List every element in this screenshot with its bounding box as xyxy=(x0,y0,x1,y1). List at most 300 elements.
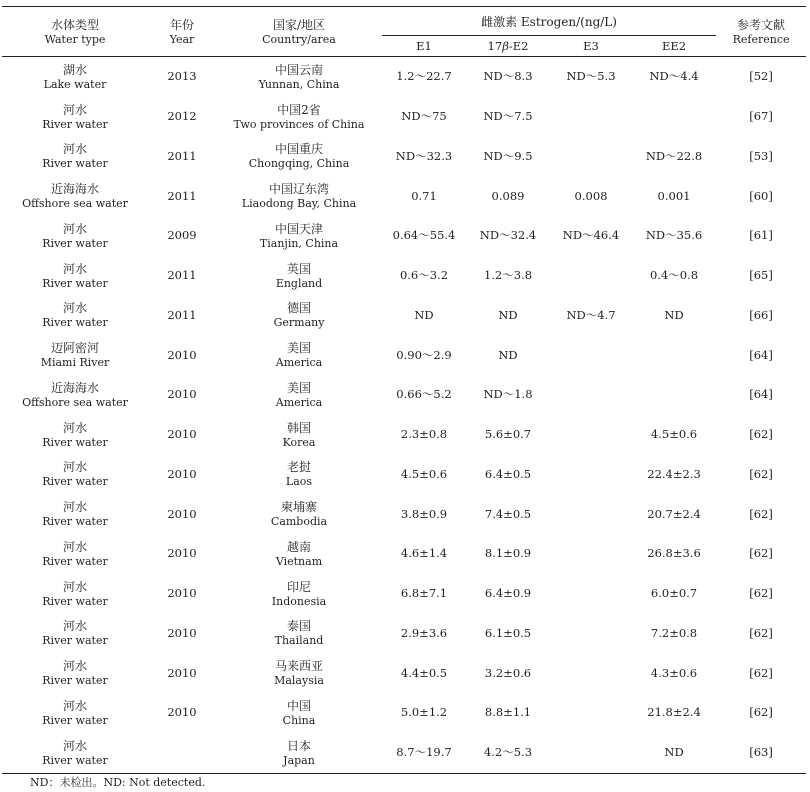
water-type-en: River water xyxy=(42,594,108,608)
ee2-value: ND xyxy=(664,745,684,760)
country-en: Chongqing, China xyxy=(248,157,350,171)
cell-e3 xyxy=(550,534,632,574)
cell-water-type xyxy=(2,97,148,137)
header-water-type-en: Water type xyxy=(44,32,106,46)
cell-country xyxy=(216,693,382,733)
cell-e3 xyxy=(550,455,632,495)
cell-year xyxy=(148,296,216,336)
cell-e3 xyxy=(550,415,632,455)
water-type-en: Lake water xyxy=(43,77,107,91)
estrogen-table xyxy=(2,6,806,774)
country-en: Malaysia xyxy=(274,674,324,688)
year-value: 2011 xyxy=(167,307,197,322)
table-row xyxy=(2,415,806,455)
year-value: 2009 xyxy=(167,228,197,243)
water-type-en: River water xyxy=(42,713,108,727)
cell-e3 xyxy=(550,335,632,375)
country-zh: 英国 xyxy=(286,261,311,276)
water-type-en: River water xyxy=(42,634,108,648)
cell-year xyxy=(148,335,216,375)
cell-e1 xyxy=(382,216,466,256)
table-row xyxy=(2,216,806,256)
water-type-en: Offshore sea water xyxy=(22,197,128,211)
cell-ee2 xyxy=(632,57,716,97)
cell-e1 xyxy=(382,256,466,296)
cell-e3 xyxy=(550,216,632,256)
cell-water-type xyxy=(2,455,148,495)
reference-value: [61] xyxy=(749,228,773,243)
cell-water-type xyxy=(2,653,148,693)
water-type-en: River water xyxy=(42,515,108,529)
cell-ee2 xyxy=(632,97,716,137)
cell-water-type xyxy=(2,256,148,296)
header-reference-zh: 参考文献 xyxy=(737,17,786,32)
header-reference xyxy=(716,7,806,57)
year-value: 2013 xyxy=(167,69,197,84)
cell-ee2 xyxy=(632,455,716,495)
cell-year xyxy=(148,256,216,296)
country-zh: 日本 xyxy=(286,738,311,753)
cell-country xyxy=(216,494,382,534)
cell-e2 xyxy=(466,176,550,216)
cell-reference xyxy=(716,97,806,137)
cell-e2 xyxy=(466,137,550,177)
cell-country xyxy=(216,614,382,654)
e1-value: 2.3±0.8 xyxy=(400,427,448,442)
reference-value: [65] xyxy=(749,268,773,283)
header-water-type xyxy=(2,7,148,57)
e3-value: ND～5.3 xyxy=(566,69,616,84)
year-value: 2010 xyxy=(167,586,197,601)
cell-water-type xyxy=(2,534,148,574)
year-value: 2011 xyxy=(167,268,197,283)
cell-e3 xyxy=(550,296,632,336)
cell-water-type xyxy=(2,733,148,773)
table-row xyxy=(2,534,806,574)
country-zh: 中国 xyxy=(286,698,311,713)
cell-year xyxy=(148,693,216,733)
header-country-zh: 国家/地区 xyxy=(272,17,326,32)
e1-value: 4.5±0.6 xyxy=(400,466,448,481)
cell-e1 xyxy=(382,375,466,415)
country-zh: 印尼 xyxy=(286,579,311,594)
year-value: 2010 xyxy=(167,387,197,402)
water-type-zh: 迈阿密河 xyxy=(50,341,99,356)
country-en: England xyxy=(275,276,323,290)
country-en: Laos xyxy=(285,475,313,489)
water-type-zh: 河水 xyxy=(62,619,87,634)
country-zh: 柬埔寨 xyxy=(280,500,317,515)
cell-reference xyxy=(716,296,806,336)
year-value: 2010 xyxy=(167,427,197,442)
e2-value: 7.4±0.5 xyxy=(484,506,532,521)
cell-country xyxy=(216,216,382,256)
country-en: America xyxy=(275,356,323,370)
cell-water-type xyxy=(2,335,148,375)
cell-e1 xyxy=(382,176,466,216)
water-type-en: River water xyxy=(42,674,108,688)
cell-reference xyxy=(716,375,806,415)
cell-country xyxy=(216,137,382,177)
water-type-en: River water xyxy=(42,117,108,131)
table-row xyxy=(2,693,806,733)
cell-water-type xyxy=(2,137,148,177)
cell-e1 xyxy=(382,296,466,336)
header-year-en: Year xyxy=(169,32,195,46)
reference-value: [63] xyxy=(749,745,773,760)
water-type-zh: 河水 xyxy=(62,500,87,515)
cell-e3 xyxy=(550,733,632,773)
ee2-value: 26.8±3.6 xyxy=(647,546,701,561)
cell-year xyxy=(148,534,216,574)
cell-reference xyxy=(716,574,806,614)
e3-value: ND～46.4 xyxy=(562,228,620,243)
cell-water-type xyxy=(2,415,148,455)
cell-year xyxy=(148,653,216,693)
cell-ee2 xyxy=(632,415,716,455)
water-type-en: River water xyxy=(42,554,108,568)
header-e2-beta: β xyxy=(502,38,509,53)
ee2-value: 0.001 xyxy=(657,188,691,203)
cell-year xyxy=(148,415,216,455)
cell-country xyxy=(216,653,382,693)
cell-country xyxy=(216,256,382,296)
cell-year xyxy=(148,216,216,256)
e1-value: 6.8±7.1 xyxy=(400,586,448,601)
reference-value: [67] xyxy=(749,109,773,124)
table-row xyxy=(2,335,806,375)
cell-e1 xyxy=(382,494,466,534)
cell-reference xyxy=(716,256,806,296)
e2-value: 0.089 xyxy=(491,188,525,203)
e1-value: 8.7～19.7 xyxy=(396,745,452,760)
water-type-en: Miami River xyxy=(40,356,110,370)
e2-value: ND～9.5 xyxy=(483,148,533,163)
e2-value: 1.2～3.8 xyxy=(483,268,533,283)
reference-value: [62] xyxy=(749,506,773,521)
table-row xyxy=(2,97,806,137)
cell-water-type xyxy=(2,216,148,256)
cell-e2 xyxy=(466,97,550,137)
cell-e3 xyxy=(550,97,632,137)
cell-e2 xyxy=(466,335,550,375)
ee2-value: ND xyxy=(664,307,684,322)
table-body xyxy=(2,57,806,774)
cell-country xyxy=(216,57,382,97)
ee2-value: 6.0±0.7 xyxy=(650,586,698,601)
cell-ee2 xyxy=(632,296,716,336)
country-en: Indonesia xyxy=(271,594,327,608)
country-zh: 越南 xyxy=(286,539,311,554)
cell-e3 xyxy=(550,494,632,534)
e2-value: ND xyxy=(498,307,518,322)
reference-value: [62] xyxy=(749,705,773,720)
header-water-type-zh: 水体类型 xyxy=(50,17,99,32)
country-en: Yunnan, China xyxy=(258,77,340,91)
reference-value: [62] xyxy=(749,665,773,680)
cell-water-type xyxy=(2,375,148,415)
ee2-value: 4.5±0.6 xyxy=(650,427,698,442)
country-zh: 中国天津 xyxy=(274,221,323,236)
reference-value: [66] xyxy=(749,307,773,322)
year-value: 2012 xyxy=(167,109,197,124)
e2-value: 6.4±0.5 xyxy=(484,466,532,481)
water-type-zh: 河水 xyxy=(62,420,87,435)
cell-reference xyxy=(716,733,806,773)
cell-reference xyxy=(716,653,806,693)
year-value: 2010 xyxy=(167,506,197,521)
water-type-zh: 湖水 xyxy=(62,62,87,77)
water-type-en: River water xyxy=(42,475,108,489)
cell-year xyxy=(148,97,216,137)
table-row xyxy=(2,296,806,336)
table-row xyxy=(2,375,806,415)
header-year xyxy=(148,7,216,57)
water-type-zh: 河水 xyxy=(62,539,87,554)
country-zh: 德国 xyxy=(286,301,311,316)
e1-value: ND～32.3 xyxy=(395,148,453,163)
cell-e1 xyxy=(382,97,466,137)
e1-value: 1.2～22.7 xyxy=(396,69,452,84)
cell-country xyxy=(216,296,382,336)
table-row xyxy=(2,733,806,773)
cell-e1 xyxy=(382,57,466,97)
water-type-zh: 河水 xyxy=(62,579,87,594)
header-reference-en: Reference xyxy=(732,32,790,46)
header-estrogen-group xyxy=(382,7,716,36)
reference-value: [64] xyxy=(749,347,773,362)
cell-e3 xyxy=(550,614,632,654)
year-value: 2011 xyxy=(167,148,197,163)
water-type-en: Offshore sea water xyxy=(22,395,128,409)
cell-e1 xyxy=(382,614,466,654)
cell-ee2 xyxy=(632,693,716,733)
reference-value: [62] xyxy=(749,625,773,640)
table-row xyxy=(2,494,806,534)
header-ee2: EE2 xyxy=(632,36,716,57)
cell-e1 xyxy=(382,574,466,614)
ee2-value: ND～4.4 xyxy=(649,69,699,84)
e1-value: 5.0±1.2 xyxy=(400,705,448,720)
water-type-zh: 河水 xyxy=(62,460,87,475)
water-type-en: River water xyxy=(42,316,108,330)
reference-value: [52] xyxy=(749,69,773,84)
country-en: China xyxy=(282,713,316,727)
cell-country xyxy=(216,574,382,614)
country-en: Germany xyxy=(273,316,325,330)
e1-value: 0.64～55.4 xyxy=(392,228,456,243)
header-country xyxy=(216,7,382,57)
e1-value: ND～75 xyxy=(401,109,447,124)
e1-value: 0.71 xyxy=(411,188,437,203)
cell-e2 xyxy=(466,534,550,574)
water-type-zh: 近海海水 xyxy=(50,380,99,395)
table-row xyxy=(2,57,806,97)
table-row xyxy=(2,653,806,693)
cell-ee2 xyxy=(632,614,716,654)
table-row xyxy=(2,176,806,216)
country-en: America xyxy=(275,395,323,409)
e2-value: ND～8.3 xyxy=(483,69,533,84)
cell-year xyxy=(148,494,216,534)
cell-e2 xyxy=(466,693,550,733)
country-zh: 中国辽东湾 xyxy=(268,182,329,197)
e1-value: ND xyxy=(414,307,434,322)
e2-value: 5.6±0.7 xyxy=(484,427,532,442)
country-zh: 美国 xyxy=(286,380,311,395)
water-type-zh: 近海海水 xyxy=(50,182,99,197)
cell-reference xyxy=(716,693,806,733)
cell-year xyxy=(148,176,216,216)
cell-e3 xyxy=(550,693,632,733)
country-zh: 美国 xyxy=(286,341,311,356)
ee2-value: 4.3±0.6 xyxy=(650,665,698,680)
table-row xyxy=(2,574,806,614)
ee2-value: ND～35.6 xyxy=(645,228,703,243)
ee2-value: 21.8±2.4 xyxy=(647,705,701,720)
cell-e1 xyxy=(382,653,466,693)
ee2-value: ND～22.8 xyxy=(645,148,703,163)
header-e2-prefix: 17 xyxy=(487,38,503,53)
country-zh: 中国云南 xyxy=(274,62,323,77)
e2-value: 6.1±0.5 xyxy=(484,625,532,640)
cell-water-type xyxy=(2,494,148,534)
cell-year xyxy=(148,574,216,614)
cell-ee2 xyxy=(632,176,716,216)
cell-ee2 xyxy=(632,733,716,773)
cell-ee2 xyxy=(632,534,716,574)
cell-e1 xyxy=(382,693,466,733)
year-value: 2010 xyxy=(167,466,197,481)
header-year-zh: 年份 xyxy=(169,17,194,32)
water-type-zh: 河水 xyxy=(62,102,87,117)
year-value: 2010 xyxy=(167,546,197,561)
cell-country xyxy=(216,335,382,375)
cell-reference xyxy=(716,534,806,574)
cell-reference xyxy=(716,176,806,216)
cell-e1 xyxy=(382,534,466,574)
cell-ee2 xyxy=(632,216,716,256)
cell-e1 xyxy=(382,455,466,495)
water-type-zh: 河水 xyxy=(62,659,87,674)
cell-water-type xyxy=(2,614,148,654)
water-type-zh: 河水 xyxy=(62,261,87,276)
year-value: 2010 xyxy=(167,347,197,362)
table-row xyxy=(2,256,806,296)
cell-water-type xyxy=(2,176,148,216)
cell-e2 xyxy=(466,415,550,455)
header-country-en: Country/area xyxy=(262,32,336,46)
header-estrogen-label: 雌激素 Estrogen/(ng/L) xyxy=(481,15,617,29)
year-value: 2010 xyxy=(167,625,197,640)
footnote: ND：未检出。ND: Not detected. xyxy=(30,776,206,789)
cell-reference xyxy=(716,494,806,534)
water-type-zh: 河水 xyxy=(62,142,87,157)
cell-e2 xyxy=(466,574,550,614)
cell-e3 xyxy=(550,176,632,216)
cell-reference xyxy=(716,335,806,375)
cell-year xyxy=(148,57,216,97)
cell-year xyxy=(148,614,216,654)
header-e3: E3 xyxy=(550,36,632,57)
country-zh: 中国重庆 xyxy=(274,142,323,157)
cell-e2 xyxy=(466,256,550,296)
e2-value: ND xyxy=(498,347,518,362)
cell-e1 xyxy=(382,733,466,773)
reference-value: [64] xyxy=(749,387,773,402)
cell-reference xyxy=(716,455,806,495)
water-type-en: River water xyxy=(42,157,108,171)
cell-e2 xyxy=(466,614,550,654)
e1-value: 0.6～3.2 xyxy=(399,268,449,283)
cell-e1 xyxy=(382,137,466,177)
country-en: Cambodia xyxy=(270,515,328,529)
water-type-zh: 河水 xyxy=(62,301,87,316)
e1-value: 0.90～2.9 xyxy=(396,347,452,362)
e3-value: ND～4.7 xyxy=(566,307,616,322)
ee2-value: 0.4～0.8 xyxy=(649,268,699,283)
cell-e2 xyxy=(466,733,550,773)
country-en: Vietnam xyxy=(275,554,323,568)
cell-e3 xyxy=(550,375,632,415)
header-e2-suffix: -E2 xyxy=(508,38,529,53)
cell-e3 xyxy=(550,653,632,693)
cell-e2 xyxy=(466,216,550,256)
cell-country xyxy=(216,375,382,415)
reference-value: [62] xyxy=(749,466,773,481)
reference-value: [62] xyxy=(749,546,773,561)
reference-value: [60] xyxy=(749,188,773,203)
country-en: Korea xyxy=(282,435,316,449)
cell-water-type xyxy=(2,57,148,97)
cell-e3 xyxy=(550,137,632,177)
cell-country xyxy=(216,176,382,216)
cell-e1 xyxy=(382,335,466,375)
water-type-zh: 河水 xyxy=(62,221,87,236)
cell-e2 xyxy=(466,296,550,336)
e2-value: ND～32.4 xyxy=(479,228,537,243)
cell-country xyxy=(216,534,382,574)
country-en: Thailand xyxy=(274,634,324,648)
e1-value: 4.4±0.5 xyxy=(400,665,448,680)
cell-water-type xyxy=(2,296,148,336)
cell-reference xyxy=(716,415,806,455)
cell-reference xyxy=(716,57,806,97)
year-value: 2010 xyxy=(167,705,197,720)
e2-value: ND～7.5 xyxy=(483,109,533,124)
country-zh: 马来西亚 xyxy=(274,659,323,674)
water-type-en: River water xyxy=(42,276,108,290)
cell-e2 xyxy=(466,375,550,415)
e1-value: 2.9±3.6 xyxy=(400,625,448,640)
e1-value: 4.6±1.4 xyxy=(400,546,448,561)
cell-e2 xyxy=(466,653,550,693)
e2-value: 3.2±0.6 xyxy=(484,665,532,680)
table-header xyxy=(2,7,806,57)
ee2-value: 7.2±0.8 xyxy=(650,625,698,640)
reference-value: [62] xyxy=(749,427,773,442)
cell-water-type xyxy=(2,574,148,614)
cell-e2 xyxy=(466,455,550,495)
table-row xyxy=(2,137,806,177)
cell-ee2 xyxy=(632,494,716,534)
cell-country xyxy=(216,733,382,773)
e2-value: ND～1.8 xyxy=(483,387,533,402)
cell-ee2 xyxy=(632,574,716,614)
reference-value: [62] xyxy=(749,586,773,601)
cell-ee2 xyxy=(632,335,716,375)
e2-value: 8.1±0.9 xyxy=(484,546,532,561)
